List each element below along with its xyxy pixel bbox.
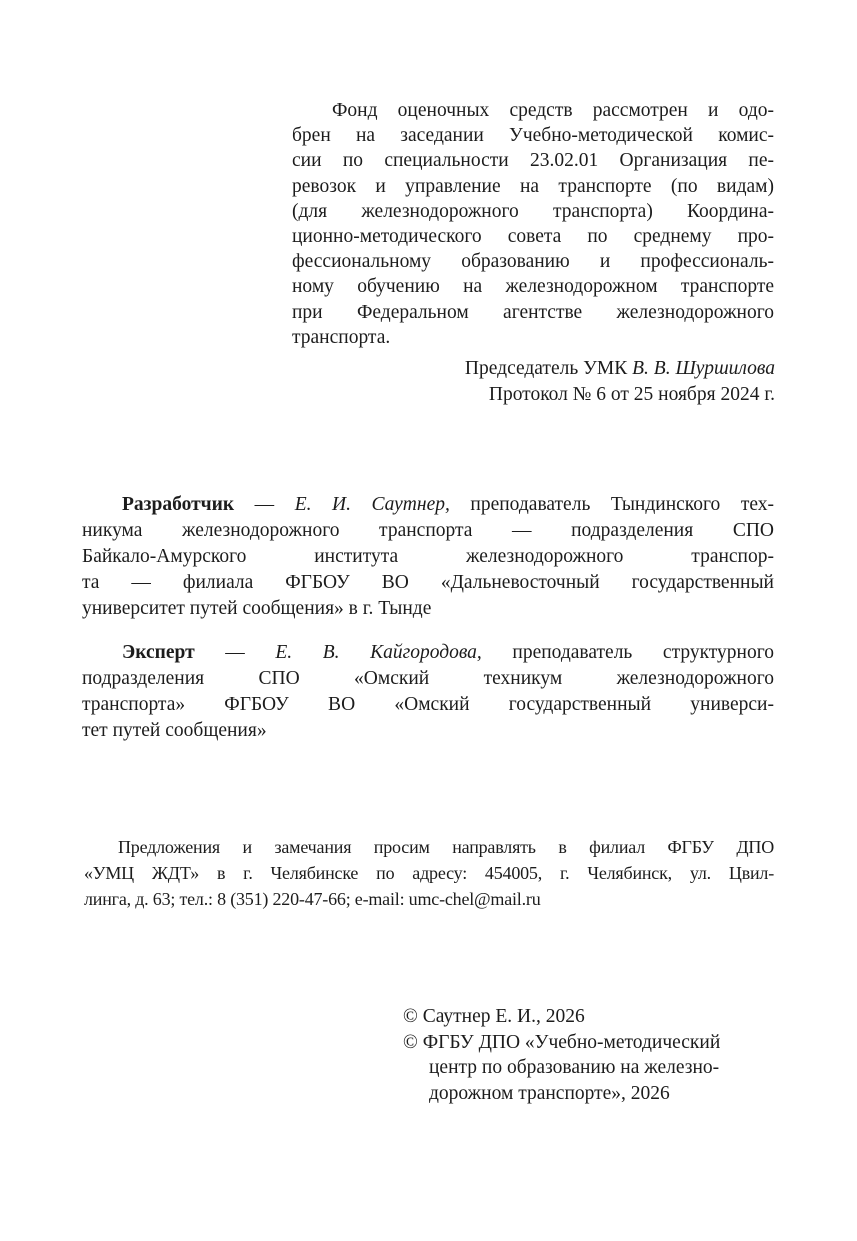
developer-line: университет путей сообщения» в г. Тынде xyxy=(82,598,432,619)
copyright-line: дорожном транспорте», 2026 xyxy=(429,1082,670,1104)
approval-line: ционно-методического совета по среднему про- xyxy=(292,226,774,248)
developer-name: Е. И. Саутнер, xyxy=(294,494,450,515)
contact-line: «УМЦ ЖДТ» в г. Челябинске по адресу: 454005, г. Челябинск, ул. Цвил- xyxy=(84,863,774,883)
expert-name: Е. В. Кайгородова, xyxy=(275,642,482,663)
chairman-label: Председатель УМК xyxy=(464,358,633,379)
developer-first-line xyxy=(82,492,774,518)
copyright-line: © ФГБУ ДПО «Учебно-методический xyxy=(403,1031,721,1053)
expert-role-label: Эксперт xyxy=(122,642,195,663)
contact-line: Предложения и замечания просим направлять в филиал ФГБУ ДПО xyxy=(118,837,774,857)
developer-line: Байкало-Амурского института железнодорожного транспор- xyxy=(82,546,774,567)
approval-line: брен на заседании Учебно-методической комис- xyxy=(292,125,774,147)
approval-line: транспорта. xyxy=(292,326,391,348)
copyright-block xyxy=(403,1004,788,1106)
developer-first-line-rest: преподаватель Тындинского тех- xyxy=(449,494,774,515)
developer-paragraph xyxy=(82,492,774,622)
approval-line: сии по специальности 23.02.01 Организация пе- xyxy=(292,150,774,172)
dash-separator: — xyxy=(234,494,295,515)
expert-line: транспорта» ФГБОУ ВО «Омский государственный универси- xyxy=(82,694,774,715)
expert-first-line xyxy=(82,640,774,666)
approval-line: ревозок и управление на транспорте (по видам) xyxy=(292,175,774,197)
approval-line: при Федеральном агентстве железнодорожного xyxy=(292,301,774,323)
approval-line: фессиональному образованию и профессиональ- xyxy=(292,251,774,273)
developer-line: никума железнодорожного транспорта — подразделения СПО xyxy=(82,520,774,541)
expert-line: подразделения СПО «Омский техникум железнодорожного xyxy=(82,668,774,689)
chairman-line xyxy=(292,356,775,382)
expert-paragraph xyxy=(82,640,774,744)
copyright-line: © Саутнер Е. И., 2026 xyxy=(403,1006,585,1027)
developer-line: та — филиала ФГБОУ ВО «Дальневосточный государственный xyxy=(82,572,774,593)
contact-paragraph xyxy=(84,834,774,912)
developer-role-label: Разработчик xyxy=(122,494,235,515)
protocol-line: Протокол № 6 от 25 ноября 2024 г. xyxy=(488,383,775,405)
chairman-name: В. В. Шуршилова xyxy=(632,358,775,379)
copyright-line: центр по образованию на железно- xyxy=(429,1057,720,1078)
expert-first-line-rest: преподаватель структурного xyxy=(481,642,775,663)
approval-line: (для железнодорожного транспорта) Координа- xyxy=(292,200,774,222)
dash-separator: — xyxy=(194,642,276,663)
expert-line: тет путей сообщения» xyxy=(82,720,267,741)
approval-line: ному обучению на железнодорожном транспорте xyxy=(292,276,774,298)
contact-line: линга, д. 63; тел.: 8 (351) 220-47-66; e-mail: umc-chel@mail.ru xyxy=(84,889,541,909)
signature-block xyxy=(292,356,775,407)
approval-line: Фонд оценочных средств рассмотрен и одо- xyxy=(332,100,774,121)
approval-paragraph xyxy=(292,98,774,350)
